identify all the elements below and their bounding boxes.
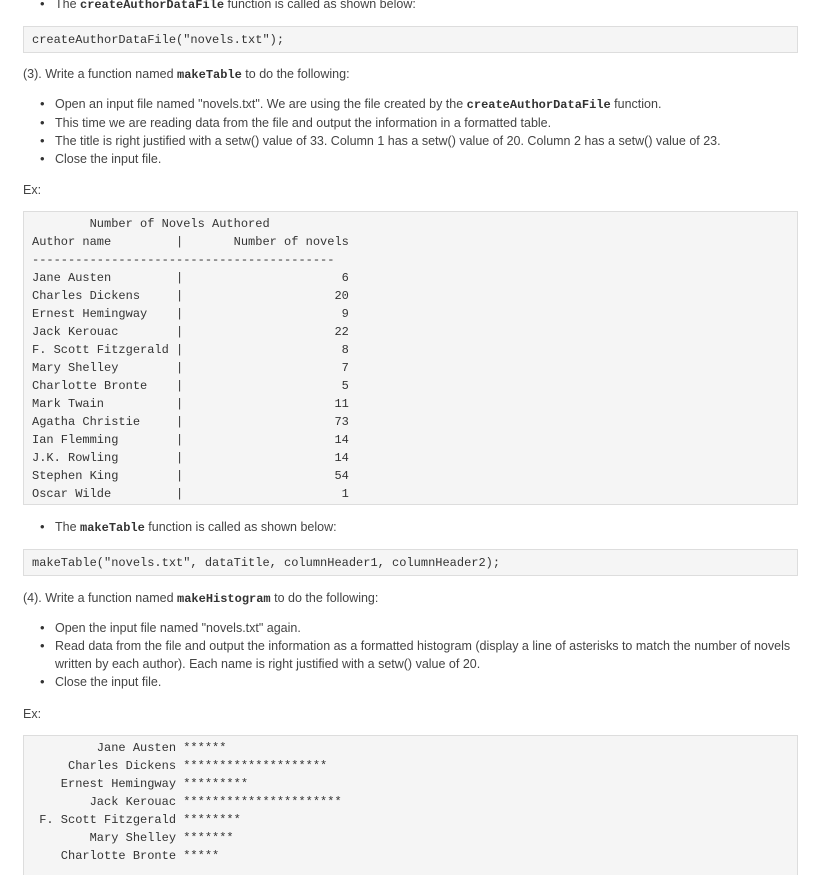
table-row: Jack Kerouac | 22 bbox=[32, 325, 349, 339]
table-row: Oscar Wilde | 1 bbox=[32, 487, 349, 501]
histogram-example-output bbox=[24, 736, 797, 868]
table-row: Stephen King | 54 bbox=[32, 469, 349, 483]
histogram-row: Charles Dickens ******************** bbox=[32, 759, 328, 773]
table-row: Charles Dickens | 20 bbox=[32, 289, 349, 303]
task4-bullets bbox=[40, 619, 820, 691]
table-row: Jane Austen | 6 bbox=[32, 271, 349, 285]
top-bullet: • The createAuthorDataFile function is called as shown below: bbox=[40, 0, 820, 14]
table-row: Mary Shelley | 7 bbox=[32, 361, 349, 375]
table-row: Charlotte Bronte | 5 bbox=[32, 379, 349, 393]
task3-bullet-3: • The title is right justified with a setw() value of 33. Column 1 has a setw() value of 20. Column 2 has a setw() value of 23. bbox=[40, 132, 820, 150]
table-separator: ------------------------------------------ bbox=[32, 253, 335, 267]
histogram-row: Charlotte Bronte ***** bbox=[32, 849, 220, 863]
table-row: Agatha Christie | 73 bbox=[32, 415, 349, 429]
top-bullet-list bbox=[40, 0, 820, 14]
maketable-bullet-list bbox=[40, 518, 820, 537]
maketable-bullet: • The makeTable function is called as shown below: bbox=[40, 518, 820, 537]
table-header: Author name | Number of novels bbox=[32, 235, 349, 249]
task4-bullet-3: • Close the input file. bbox=[40, 673, 820, 691]
histogram-row: Ernest Hemingway ********* bbox=[32, 777, 249, 791]
task4-heading: (4). Write a function named makeHistogram to do the following: bbox=[23, 591, 379, 606]
create-author-call-box bbox=[23, 26, 798, 53]
histogram-row: Jane Austen ****** bbox=[32, 741, 227, 755]
task3-heading: (3). Write a function named makeTable to do the following: bbox=[23, 67, 350, 82]
table-row: J.K. Rowling | 14 bbox=[32, 451, 349, 465]
task3-bullet-2: • This time we are reading data from the file and output the information in a formatted table. bbox=[40, 114, 820, 132]
table-title: Number of Novels Authored bbox=[32, 217, 270, 231]
histogram-row: Mary Shelley ******* bbox=[32, 831, 234, 845]
histogram-row: Jack Kerouac ********************** bbox=[32, 795, 342, 809]
histogram-example-box bbox=[23, 735, 798, 875]
histogram-row: F. Scott Fitzgerald ******** bbox=[32, 813, 241, 827]
task3-bullet-1: • Open an input file named "novels.txt". We are using the file created by the createAuthorDataFile function. bbox=[40, 95, 820, 114]
example-label-2: Ex: bbox=[23, 707, 42, 721]
task3-bullets bbox=[40, 95, 820, 168]
table-row: Ernest Hemingway | 9 bbox=[32, 307, 349, 321]
task4-bullet-1: • Open the input file named "novels.txt" again. bbox=[40, 619, 820, 637]
table-example-box bbox=[23, 211, 798, 505]
table-row: Mark Twain | 11 bbox=[32, 397, 349, 411]
task3-bullet-4: • Close the input file. bbox=[40, 150, 820, 168]
maketable-call-box bbox=[23, 549, 798, 576]
create-author-call-code: createAuthorDataFile("novels.txt"); bbox=[32, 33, 285, 47]
table-example-output bbox=[24, 212, 797, 506]
maketable-call-code: makeTable("novels.txt", dataTitle, columnHeader1, columnHeader2); bbox=[32, 556, 501, 570]
table-row: F. Scott Fitzgerald | 8 bbox=[32, 343, 349, 357]
example-label-1: Ex: bbox=[23, 183, 42, 197]
table-row: Ian Flemming | 14 bbox=[32, 433, 349, 447]
task4-bullet-2: • Read data from the file and output the information as a formatted histogram (display a line of asterisks to match the number of novels written by each author). Each name is right justified with a setw() value of 20. bbox=[40, 637, 820, 673]
